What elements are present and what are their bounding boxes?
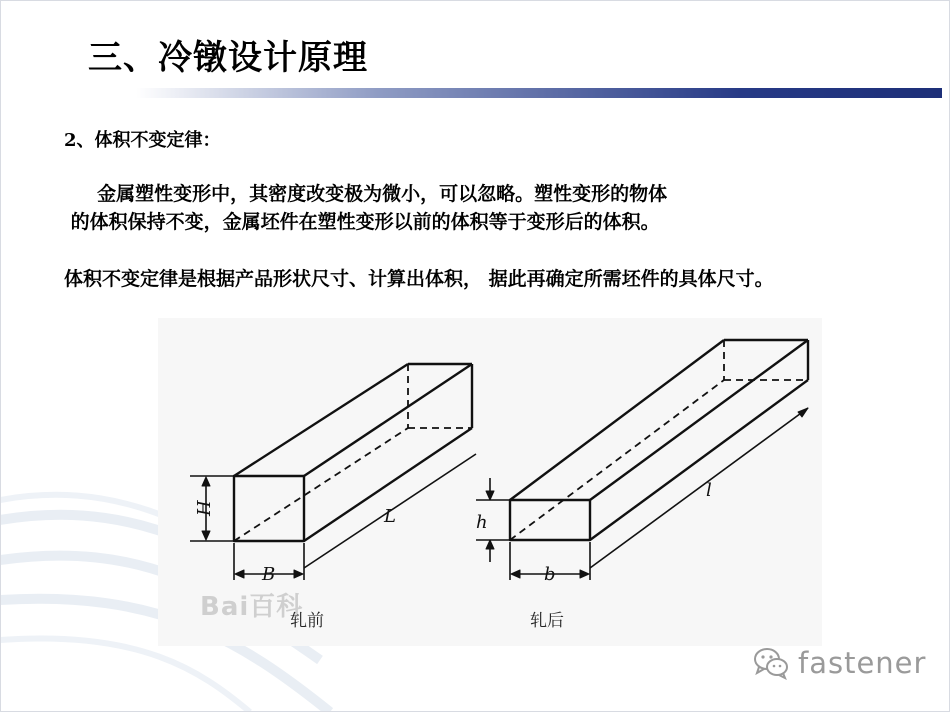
section-subheading: 2、体积不变定律： xyxy=(64,130,221,151)
caption-after-rolling: 轧后 xyxy=(530,611,564,631)
rolling-diagram xyxy=(158,318,822,646)
paragraph-volume-application: 体积不变定律是根据产品形状尺寸、计算出体积， 据此再确定所需坯件的具体尺寸。 xyxy=(64,268,774,290)
brand-text: fastener xyxy=(798,646,927,680)
label-b: b xyxy=(544,564,556,585)
title-underline-bar xyxy=(136,88,942,98)
brand-watermark xyxy=(752,643,926,683)
caption-before-rolling: 轧前 xyxy=(290,611,324,631)
label-L: L xyxy=(384,506,396,527)
wechat-icon xyxy=(752,646,790,680)
label-B: B xyxy=(262,564,276,585)
label-H: H xyxy=(194,500,215,516)
label-l: l xyxy=(706,480,712,501)
paragraph-volume-definition: 金属塑性变形中，其密度改变极为微小，可以忽略。塑性变形的物体 的体积保持不变，金属坯件在塑性变形以前的体积等于变形后的体积。 xyxy=(70,183,668,233)
label-h: h xyxy=(476,512,488,533)
slide-title: 三、冷镦设计原理 xyxy=(88,38,368,78)
baidu-watermark: Bai百科 xyxy=(200,592,304,622)
